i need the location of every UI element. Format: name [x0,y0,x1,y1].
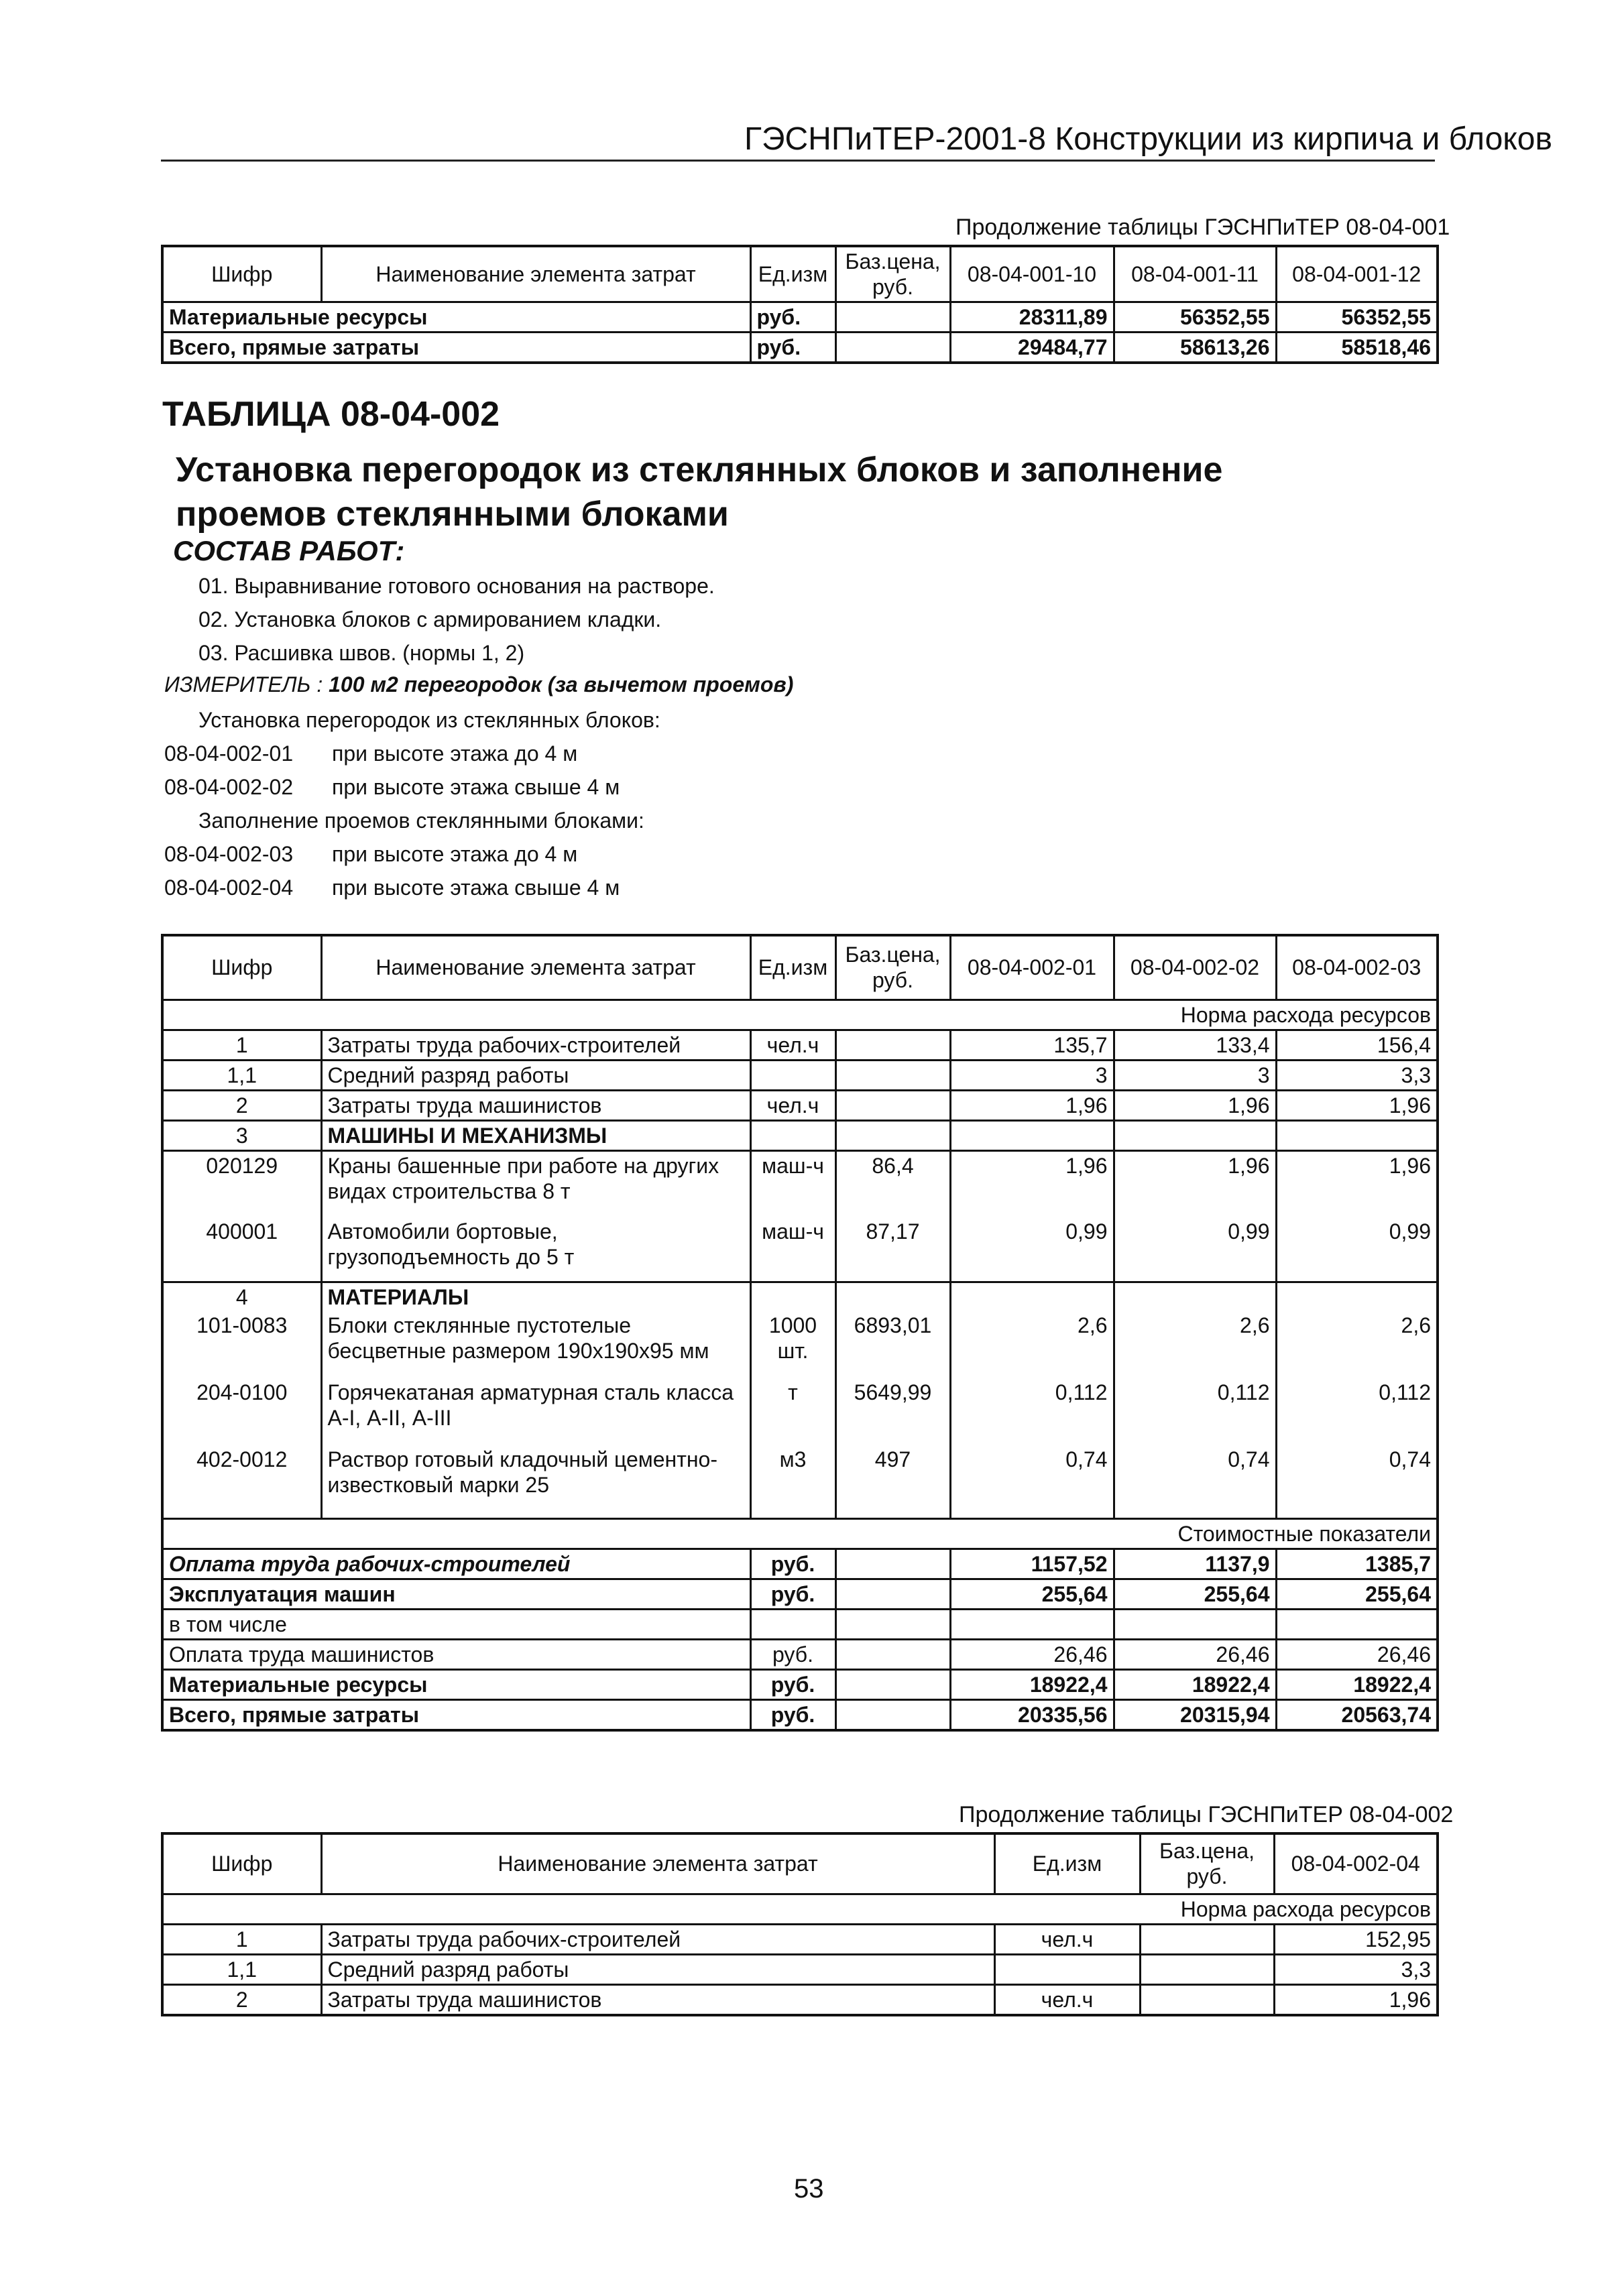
row-value: 58518,46 [1341,335,1431,359]
row-unit [750,1060,835,1090]
row-unit: руб. [750,1579,835,1610]
row-value: 135,7 [950,1030,1114,1060]
row-name: Затраты труда машинистов [321,1090,750,1120]
row-value: 18922,4 [1114,1670,1276,1700]
row-value: 58613,26 [1114,333,1276,363]
row-name: Всего, прямые затраты [162,1700,750,1731]
row-value: 2,6 [1401,1313,1431,1337]
row-price [835,302,950,333]
row-value: 3 [950,1060,1114,1090]
table1 [161,245,1439,364]
row-name: Краны башенные при работе на других видах строительства 8 т [321,1150,750,1217]
row-name: Затраты труда машинистов [321,1984,994,2015]
row-price: 87,17 [835,1217,950,1282]
row-code: 402-0012 [162,1445,321,1519]
col-header: Ед.изм [750,246,835,302]
row-name: МАТЕРИАЛЫ [321,1282,750,1311]
table-row [162,1378,1438,1445]
row-price: 86,4 [835,1150,950,1217]
row-value: 29484,77 [950,333,1114,363]
table-row [162,1445,1438,1519]
table-row [162,1610,1438,1640]
norm-label: Норма расхода ресурсов [162,1000,1438,1030]
row-name: Средний разряд работы [321,1954,994,1984]
measure-label: ИЗМЕРИТЕЛЬ : [164,672,323,697]
row-value: 2,6 [1114,1311,1276,1378]
col-header: 08-04-002-02 [1114,935,1276,1000]
row-value: 2,6 [950,1311,1114,1378]
row-value: 20335,56 [950,1700,1114,1731]
row-unit: руб. [750,333,835,363]
row-value: 1385,7 [1276,1549,1438,1579]
row-price: 6893,01 [835,1311,950,1378]
row-value: 0,74 [1389,1447,1431,1471]
row-value: 26,46 [950,1640,1114,1670]
row-value: 20315,94 [1114,1700,1276,1731]
row-unit: чел.ч [994,1984,1140,2015]
row-price [835,1030,950,1060]
norm-code: 08-04-002-03 [164,842,294,866]
table-row [162,1150,1438,1217]
col-header: Баз.цена, руб. [1140,1833,1274,1894]
row-code: 1,1 [162,1954,321,1984]
row-unit: т [750,1378,835,1445]
row-unit: руб. [750,1670,835,1700]
norm-text: при высоте этажа до 4 м [332,741,578,766]
row-value: 26,46 [1276,1640,1438,1670]
col-header: Наименование элемента затрат [321,935,750,1000]
row-code: 020129 [162,1150,321,1217]
table2 [161,934,1439,1732]
col-header: 08-04-001-11 [1114,246,1276,302]
row-price: 5649,99 [835,1378,950,1445]
group-title: Установка перегородок из стеклянных блоков: [198,708,660,732]
row-value: 0,112 [1379,1380,1431,1404]
sostav-label: СОСТАВ РАБОТ: [173,535,405,566]
row-value: 28311,89 [950,302,1114,333]
row-value: 1137,9 [1114,1549,1276,1579]
row-value: 133,4 [1114,1030,1276,1060]
row-name: Раствор готовый кладочный цементно-известковый марки 25 [321,1445,750,1519]
row-code: 2 [162,1090,321,1120]
row-unit: чел.ч [750,1030,835,1060]
row-unit: чел.ч [750,1090,835,1120]
table-row [162,1924,1438,1954]
table-row [162,1030,1438,1060]
row-value: 0,112 [1114,1378,1276,1445]
row-code: 400001 [162,1217,321,1282]
table-row [162,1311,1438,1378]
col-header: Шифр [162,246,321,302]
row-unit: м3 [750,1445,835,1519]
row-name: в том числе [162,1610,750,1640]
operation-item: 02. Установка блоков с армированием кладки. [198,607,662,631]
col-header: 08-04-001-12 [1276,246,1438,302]
row-value: 56352,55 [1276,302,1438,333]
row-name: Материальные ресурсы [162,302,750,333]
row-name: Оплата труда машинистов [162,1640,750,1670]
operation-item: 01. Выравнивание готового основания на растворе. [198,574,715,598]
table-title: ТАБЛИЦА 08-04-002 [162,395,500,434]
table-row [162,1700,1438,1731]
row-unit: руб. [750,1640,835,1670]
col-header: Наименование элемента затрат [321,1833,994,1894]
row-value: 3,3 [1274,1954,1438,1984]
row-value: 0,99 [1276,1217,1438,1282]
row-price: 497 [835,1445,950,1519]
group-row [162,1282,1438,1311]
col-header: 08-04-001-10 [950,246,1114,302]
row-value: 1157,52 [950,1549,1114,1579]
norm-label-row [162,1894,1438,1924]
row-value: 3,3 [1276,1060,1438,1090]
row-value: 1,96 [950,1090,1114,1120]
row-unit: маш-ч [750,1150,835,1217]
row-value: 156,4 [1276,1030,1438,1060]
row-unit: 1000 шт. [750,1311,835,1378]
table-row [162,1640,1438,1670]
row-value: 0,112 [950,1378,1114,1445]
row-value: 1,96 [950,1150,1114,1217]
row-code: 1,1 [162,1060,321,1090]
col-header: 08-04-002-01 [950,935,1114,1000]
measure-line [164,672,793,697]
norm-code: 08-04-002-04 [164,875,294,900]
row-value: 255,64 [1114,1579,1276,1610]
row-code: 101-0083 [162,1311,321,1378]
row-unit: чел.ч [994,1924,1140,1954]
table2-header-row [162,935,1438,1000]
row-name: Всего, прямые затраты [162,333,750,363]
table1-continuation: Продолжение таблицы ГЭСНПиТЕР 08-04-001 [955,215,1450,240]
page-number: 53 [794,2174,824,2203]
row-value: 18922,4 [950,1670,1114,1700]
row-value: 0,74 [950,1445,1114,1519]
col-header: Ед.изм [750,935,835,1000]
row-code: 1 [162,1924,321,1954]
norm-text: при высоте этажа свыше 4 м [332,875,620,900]
col-header: Баз.цена, руб. [835,935,950,1000]
table-row [162,1579,1438,1610]
row-value: 18922,4 [1276,1670,1438,1700]
row-value: 1,96 [1114,1090,1276,1120]
row-name: Эксплуатация машин [162,1579,750,1610]
table3-header-row [162,1833,1438,1894]
col-header: Наименование элемента затрат [321,246,750,302]
row-name: Средний разряд работы [321,1060,750,1090]
row-value: 152,95 [1274,1924,1438,1954]
row-name: Блоки стеклянные пустотелые бесцветные размером 190х190х95 мм [321,1311,750,1378]
col-header: Баз.цена, руб. [835,246,950,302]
table-row [162,1670,1438,1700]
row-value: 3 [1114,1060,1276,1090]
col-header: 08-04-002-03 [1276,935,1438,1000]
row-name: Затраты труда рабочих-строителей [321,1924,994,1954]
cost-label: Стоимостные показатели [162,1519,1438,1549]
col-header: Ед.изм [994,1833,1140,1894]
table-row [162,1549,1438,1579]
row-name: Затраты труда рабочих-строителей [321,1030,750,1060]
table-row [162,1954,1438,1984]
table-row [162,333,1438,363]
table1-header-row [162,246,1438,302]
row-price [835,333,950,363]
row-value: 56352,55 [1114,302,1276,333]
row-name: Горячекатаная арматурная сталь класса А-I, А-II, А-III [321,1378,750,1445]
row-value: 1,96 [1389,1987,1431,2012]
row-code: 2 [162,1984,321,2015]
running-head: ГЭСНПиТЕР-2001-8 Конструкции из кирпича и блоков [744,121,1552,157]
table-subtitle: Установка перегородок из стеклянных блоков и заполнение проемов стеклянными блоками [176,450,1223,534]
measure-value: 100 м2 перегородок (за вычетом проемов) [329,672,794,697]
row-code: 4 [162,1282,321,1311]
row-unit: руб. [750,1549,835,1579]
row-value: 1,96 [1276,1090,1438,1120]
row-value: 26,46 [1114,1640,1276,1670]
cost-label-row [162,1519,1438,1549]
row-name: Оплата труда рабочих-строителей [162,1549,750,1579]
norm-code: 08-04-002-02 [164,775,294,799]
table-row [162,302,1438,333]
table-row [162,1090,1438,1120]
row-value: 0,99 [950,1217,1114,1282]
row-price [835,1090,950,1120]
row-code: 204-0100 [162,1378,321,1445]
row-value: 1,96 [1389,1153,1431,1178]
group-row [162,1120,1438,1150]
col-header: Шифр [162,935,321,1000]
col-header: Шифр [162,1833,321,1894]
row-value: 0,99 [1114,1217,1276,1282]
row-unit: маш-ч [750,1217,835,1282]
col-header: 08-04-002-04 [1274,1833,1438,1894]
table-row [162,1217,1438,1282]
row-code: 3 [162,1120,321,1150]
row-name: Материальные ресурсы [162,1670,750,1700]
row-value: 20563,74 [1341,1703,1431,1727]
row-name: МАШИНЫ И МЕХАНИЗМЫ [321,1120,750,1150]
norm-code: 08-04-002-01 [164,741,294,766]
norm-text: при высоте этажа до 4 м [332,842,578,866]
group-title: Заполнение проемов стеклянными блоками: [198,808,644,833]
header-rule [161,160,1435,162]
row-value: 1,96 [1114,1150,1276,1217]
row-price [835,1060,950,1090]
row-value: 255,64 [1276,1579,1438,1610]
table3 [161,1832,1439,2016]
table-row [162,1984,1438,2015]
row-unit: руб. [750,1700,835,1731]
norm-label: Норма расхода ресурсов [162,1894,1438,1924]
row-value: 255,64 [950,1579,1114,1610]
operation-item: 03. Расшивка швов. (нормы 1, 2) [198,641,525,665]
row-name: Автомобили бортовые, грузоподъемность до 5 т [321,1217,750,1282]
row-unit: руб. [750,302,835,333]
row-code: 1 [162,1030,321,1060]
norm-label-row [162,1000,1438,1030]
row-value: 0,74 [1114,1445,1276,1519]
table-row [162,1060,1438,1090]
norm-text: при высоте этажа свыше 4 м [332,775,620,799]
table3-continuation: Продолжение таблицы ГЭСНПиТЕР 08-04-002 [959,1802,1454,1827]
